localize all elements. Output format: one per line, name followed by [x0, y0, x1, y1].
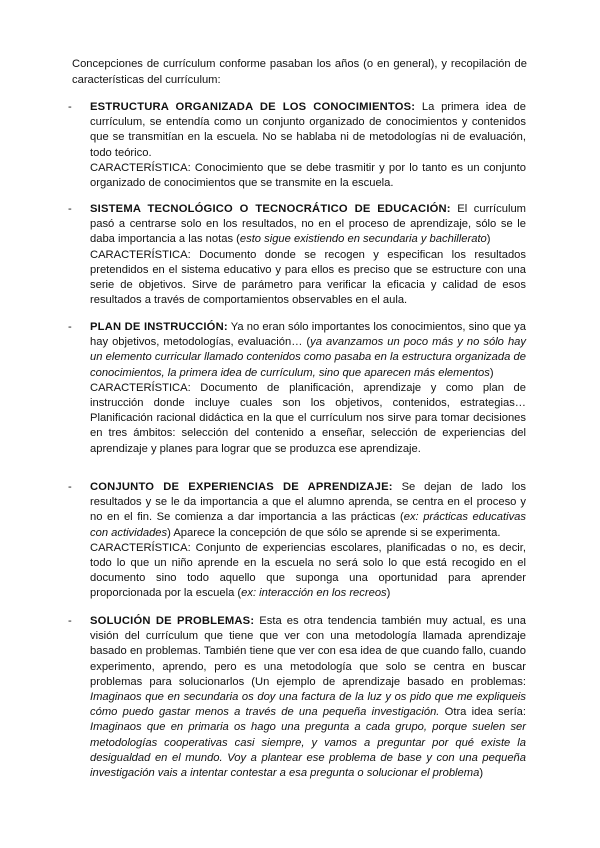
- bullet: -: [68, 203, 72, 215]
- item-caracteristica: [90, 541, 526, 602]
- list-item-estructura: [68, 100, 526, 191]
- item-paragraph: [90, 614, 526, 781]
- item-heading: CONJUNTO DE EXPERIENCIAS DE APRENDIZAJE:: [90, 481, 393, 493]
- caract-italic-note: ex: interacción en los recreos: [241, 587, 387, 600]
- item-heading: SOLUCIÓN DE PROBLEMAS:: [90, 615, 255, 627]
- item-paragraph: [90, 320, 526, 381]
- list-item-plan-instruccion: [68, 320, 526, 457]
- item-paragraph: [90, 480, 526, 541]
- item-italic-example: Imaginaos que en secundaria os doy una factura de la luz y os pido que me expliqueis cómo puedo gastar menos a través de una pequeña investigación.: [90, 691, 526, 719]
- item-heading: ESTRUCTURA ORGANIZADA DE LOS CONOCIMIENTOS:: [90, 101, 416, 113]
- bullet: -: [68, 101, 72, 113]
- caract-text: CARACTERÍSTICA: Conjunto de experiencias escolares, planificadas o no, es decir, todo lo que un niño aprende en la escuela no será solo lo que está recogido en el documento sino todo aquello que suponga una oportunidad para aprender proporcionada por la escuela (: [90, 541, 526, 600]
- item-text-end: ): [479, 767, 484, 780]
- item-caracteristica: CARACTERÍSTICA: Documento de planificación, aprendizaje y como plan de instrucción donde incluye cuales son los objetivos, contenidos, estrategias… Planificación racional didáctica en la que el currículum nos sirve para tomar decisiones en tres ámbitos: selección del contenido a enseñar, selección de experiencias del aprendizaje y planes para lograr que se produzca ese aprendizaje.: [90, 381, 526, 455]
- item-italic-note: esto sigue existiendo en secundaria y bachillerato: [239, 233, 487, 246]
- item-text: Se dejan de lado los resultados y se le da importancia a que el alumno aprenda, se centra en el proceso y no en el fin. Se comienza a dar importancia a las prácticas (: [90, 481, 527, 524]
- item-paragraph: [90, 100, 526, 161]
- item-italic-example-2: Imaginaos que en primaria os hago una pregunta a cada grupo, porque suelen ser metodologías cooperativas casi siempre, y vamos a preguntar por qué existe la desigualdad en el mundo. Voy a plantear ese problema de base y con una pequeña investigación vais a intentar contestar a esa pregunta o solucionar el problema: [90, 721, 526, 780]
- item-text-end: ): [489, 366, 494, 379]
- item-caracteristica: CARACTERÍSTICA: Documento donde se recogen y especifican los resultados pretendidos en el sistema educativo y para ellos es preciso que se estructure con una serie de objetivos. Sirve de parámetro para verificar la eficacia y calidad de esos resultados a través de comportamientos observables en el aula.: [90, 248, 526, 307]
- bullet: -: [68, 481, 72, 493]
- item-text-end: ): [486, 233, 491, 246]
- bullet: -: [68, 321, 72, 333]
- bullet: -: [68, 615, 72, 627]
- item-text: Esta es otra tendencia también muy actual, es una visión del currículum que tiene que ver con una metodología llamada aprendizaje basado en problemas. También tiene que ver con esa idea de que cuando fallo, cuando experimento, aprendo, pero es una metodología que solo se centra en buscar problemas para solucionarlos (Un ejemplo de aprendizaje basado en problemas:: [90, 615, 526, 688]
- item-text: La primera idea de currículum, se entendía como un conjunto organizado de conocimientos y contenidos que se transmitían en la escuela. No se hablaba ni de metodologías ni de evaluación, todo teórico.: [90, 101, 526, 159]
- list-item-conjunto-experiencias: [68, 480, 527, 602]
- intro-paragraph: Concepciones de currículum conforme pasaban los años (o en general), y recopilación de características del currículum:: [72, 58, 527, 86]
- item-italic-note: ya avanzamos un poco más y no sólo hay un elemento curricular llamado contenidos como pasaba en la estructura organizada de conocimientos, la primera idea de currículum, sino que aparecen más elementos: [90, 336, 526, 379]
- caract-text-end: ): [386, 587, 391, 600]
- item-paragraph: [90, 202, 526, 248]
- item-text-end: ) Aparece la concepción de que sólo se aprende si se experimenta.: [167, 526, 501, 539]
- item-text-mid: Otra idea sería:: [439, 706, 527, 719]
- item-caracteristica: CARACTERÍSTICA: Conocimiento que se debe trasmitir y por lo tanto es un conjunto organizado de conocimientos que se transmite en la escuela.: [90, 161, 526, 190]
- list-item-solucion-problemas: [68, 614, 527, 781]
- item-heading: PLAN DE INSTRUCCIÓN:: [90, 321, 228, 333]
- item-italic-note: ex: prácticas educativas con actividades: [90, 511, 526, 539]
- item-text: Ya no eran sólo importantes los conocimientos, sino que ya hay objetivos, metodologías, evaluación… (: [90, 321, 526, 349]
- item-heading: SISTEMA TECNOLÓGICO O TECNOCRÁTICO DE EDUCACIÓN:: [90, 203, 451, 215]
- list-item-sistema-tecnologico: [68, 202, 526, 308]
- item-text: El currículum pasó a centrarse solo en los resultados, no en el proceso de aprendizaje, sólo se le daba importancia a las notas (: [90, 203, 526, 246]
